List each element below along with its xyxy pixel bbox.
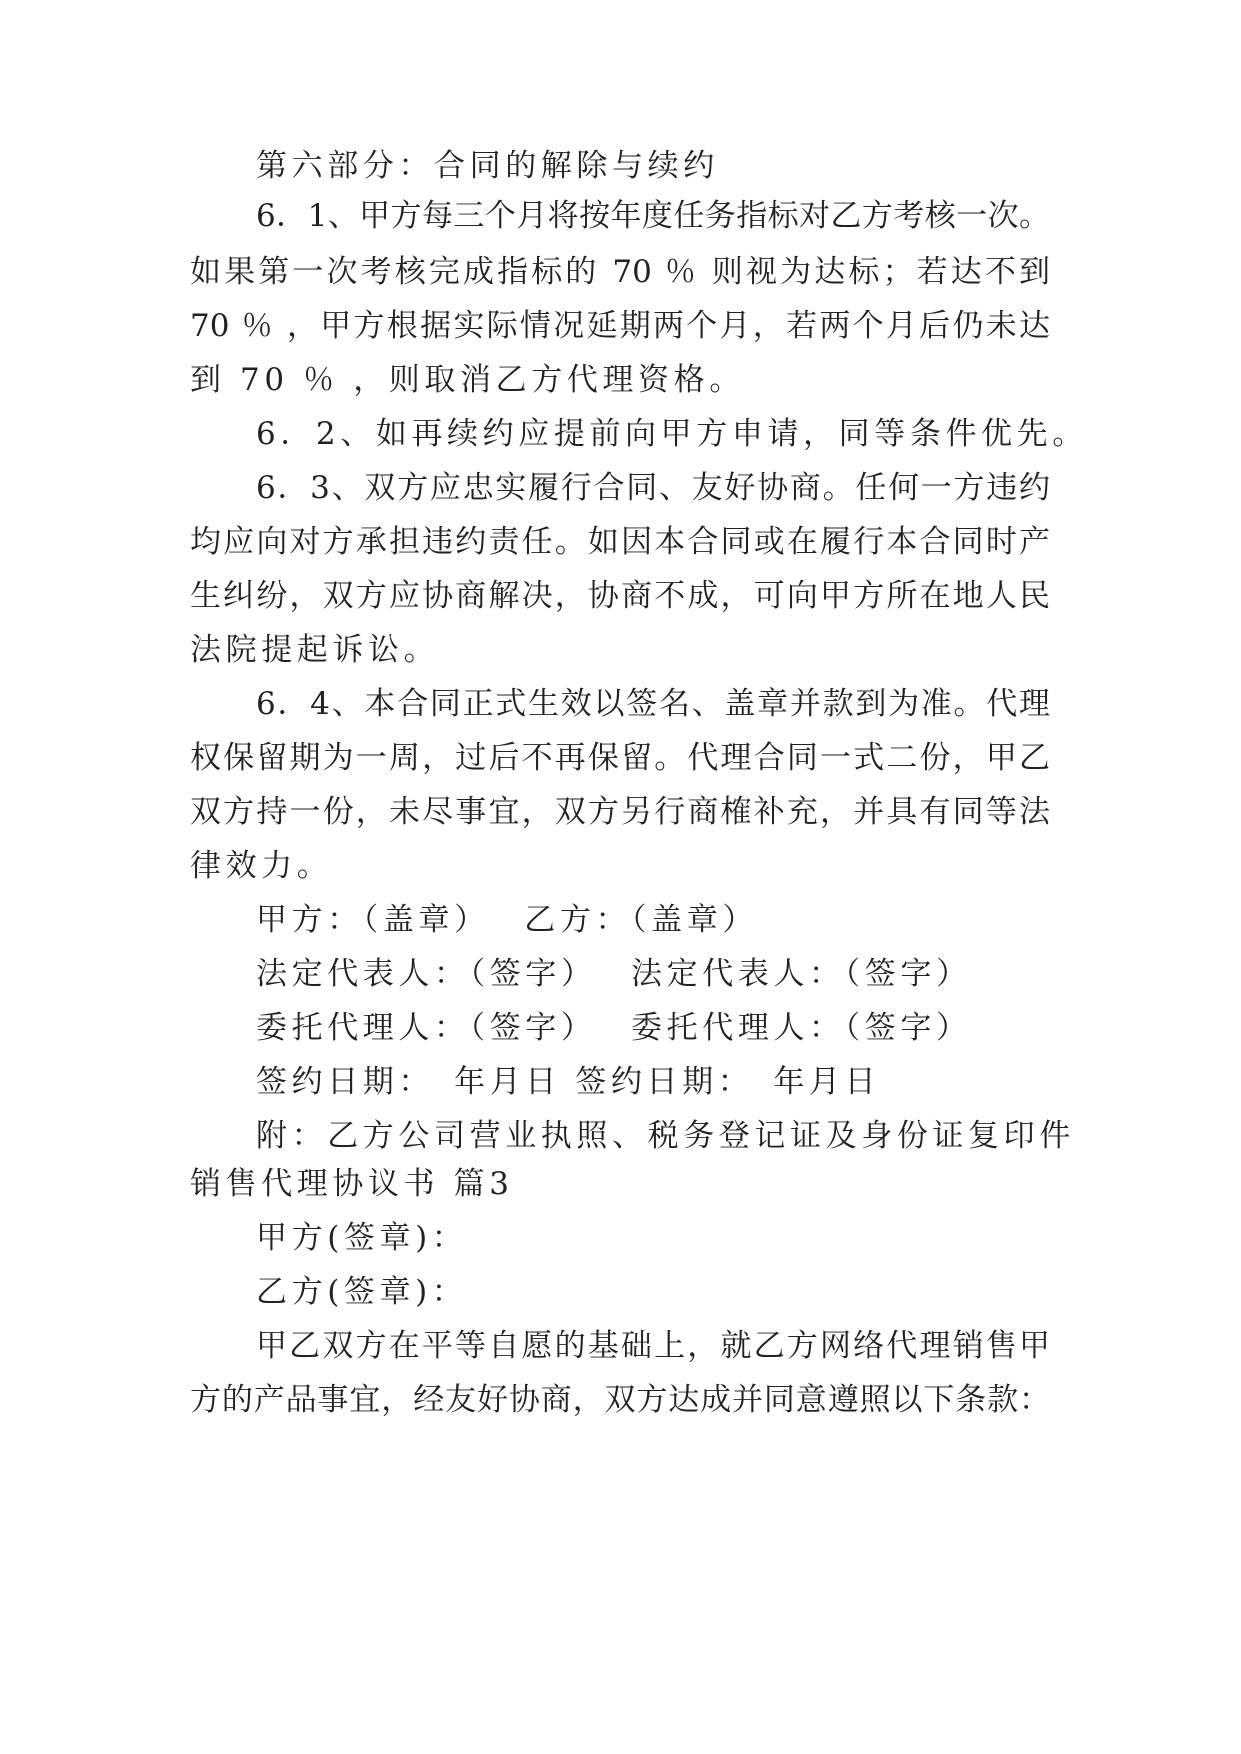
paragraph-line: 法院提起诉讼。 xyxy=(190,632,440,668)
paragraph-line: 均应向对方承担违约责任。如因本合同或在履行本合同时产 xyxy=(190,524,1050,560)
paragraph-line: 生纠纷，双方应协商解决，协商不成，可向甲方所在地人民 xyxy=(190,578,1050,614)
paragraph-line: 到 70 ％ ，则取消乙方代理资格。 xyxy=(190,362,745,398)
paragraph-line: 权保留期为一周，过后不再保留。代理合同一式二份，甲乙 xyxy=(190,740,1050,776)
paragraph-line: 方的产品事宜，经友好协商，双方达成并同意遵照以下条款： xyxy=(190,1382,1050,1418)
paragraph-line: 6．3、双方应忠实履行合同、友好协商。任何一方违约 xyxy=(256,470,1050,506)
paragraph-line: 70 ％ ，甲方根据实际情况延期两个月，若两个月后仍未达 xyxy=(190,308,1050,344)
paragraph-line: 6．2、如再续约应提前向甲方申请，同等条件优先。 xyxy=(256,416,1088,452)
document-title: 销售代理协议书 篇3 xyxy=(190,1166,514,1202)
party-b-line: 乙方(签章)： xyxy=(256,1274,468,1310)
paragraph-line: 甲乙双方在平等自愿的基础上，就乙方网络代理销售甲 xyxy=(256,1328,1050,1364)
paragraph-line: 如果第一次考核完成指标的 70 ％ 则视为达标；若达不到 xyxy=(190,254,1050,290)
signature-line: 委托代理人：（签字） 委托代理人：（签字） xyxy=(256,1010,972,1046)
paragraph-line: 律效力。 xyxy=(190,848,333,884)
attachment-line: 附：乙方公司营业执照、税务登记证及身份证复印件 xyxy=(256,1118,1075,1154)
party-a-line: 甲方(签章)： xyxy=(256,1220,468,1256)
section-heading: 第六部分：合同的解除与续约 xyxy=(256,148,719,184)
paragraph-line: 6．1、甲方每三个月将按年度任务指标对乙方考核一次。 xyxy=(256,198,1050,234)
signature-line: 甲方：（盖章） 乙方：（盖章） xyxy=(256,902,758,938)
paragraph-line: 6．4、本合同正式生效以签名、盖章并款到为准。代理 xyxy=(256,686,1050,722)
signature-line: 法定代表人：（签字） 法定代表人：（签字） xyxy=(256,956,972,992)
date-line: 签约日期： 年月日 签约日期： 年月日 xyxy=(256,1064,881,1100)
paragraph-line: 双方持一份，未尽事宜，双方另行商榷补充，并具有同等法 xyxy=(190,794,1050,830)
